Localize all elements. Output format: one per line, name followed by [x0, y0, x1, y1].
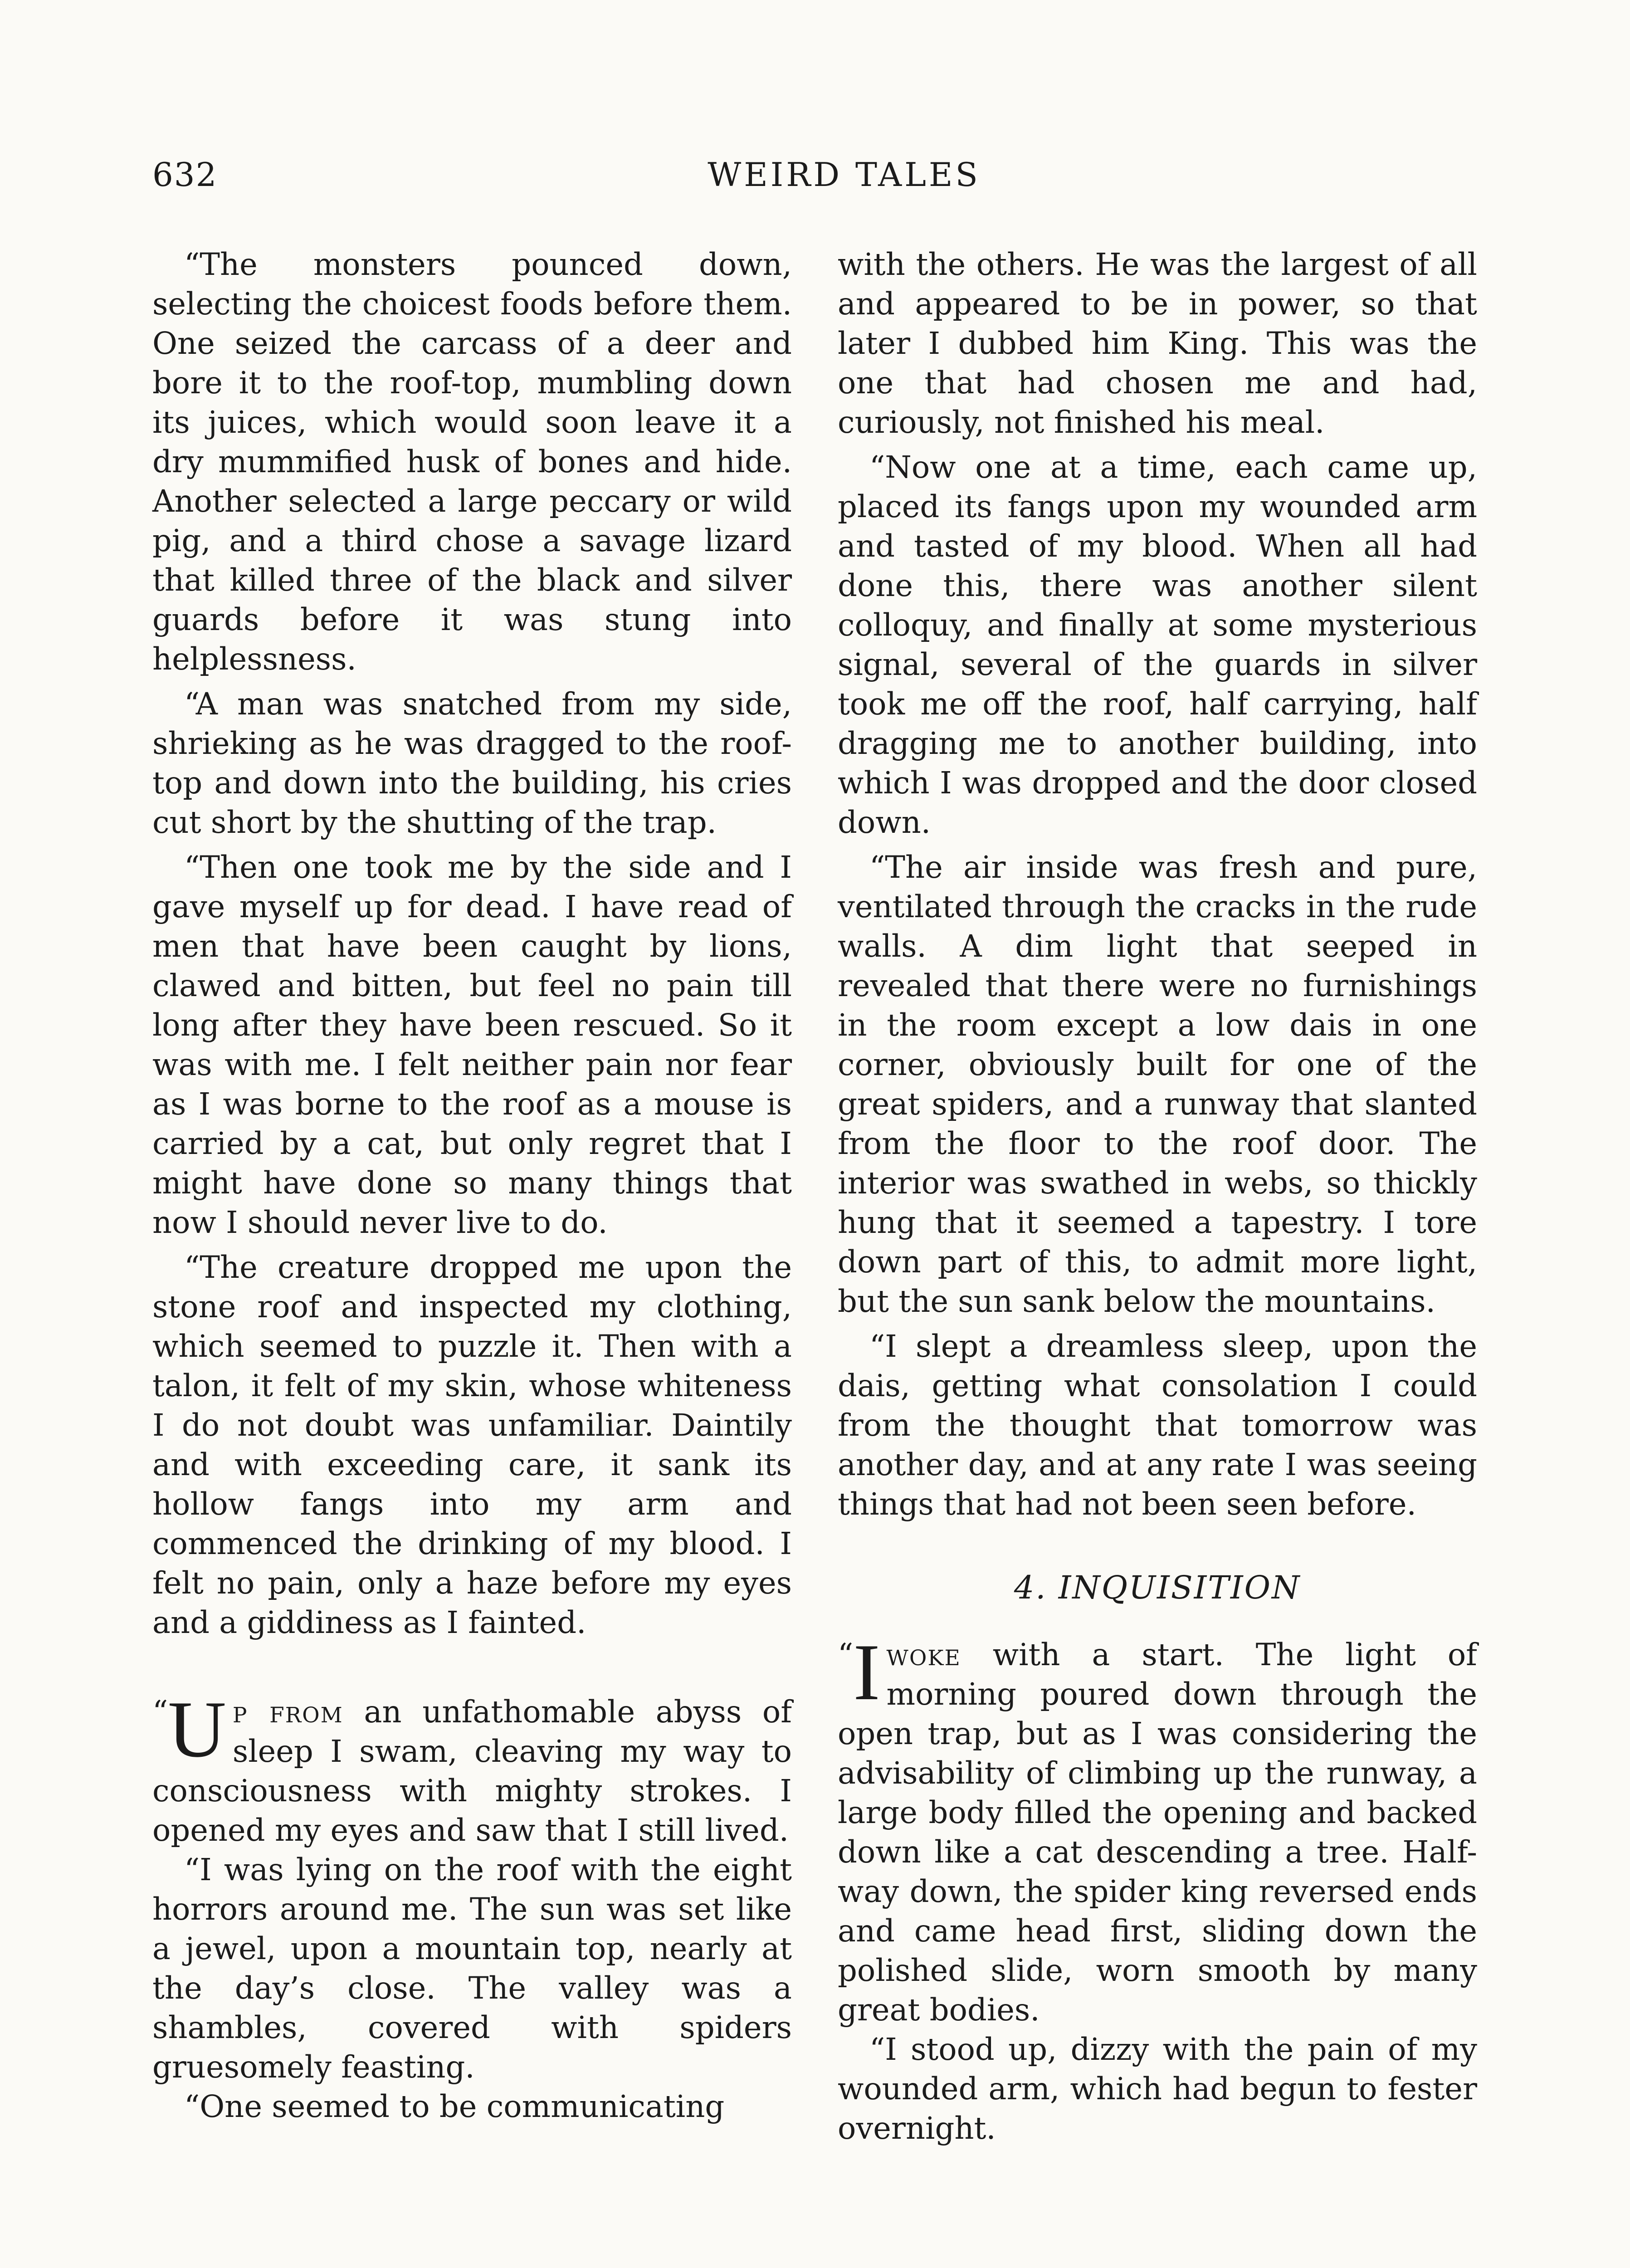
paragraph: “I stood up, dizzy with the pain of my wounded arm, which had begun to fester overnight.	[838, 2032, 1477, 2146]
drop-cap: U	[168, 1684, 226, 1774]
left-column	[152, 245, 792, 2126]
drop-cap-paragraph	[152, 1684, 792, 1850]
section-break	[152, 1642, 792, 1692]
small-caps-lead: woke	[886, 1637, 961, 1672]
page-number: 632	[152, 156, 218, 194]
paragraph: “Then one took me by the side and I gave myself up for dead. I have read of men that have been caught by lions, clawed and bitten, but feel no pain till long after they have been rescued. So it was with me. I felt neither pain nor fear as I was borne to the roof as a mouse is carried by a cat, but only regret that I might have done so many things that now I should never live to do.	[152, 850, 792, 1240]
paragraph: with the others. He was the largest of all and appeared to be in power, so that later I dubbed him King. This was the one that had chosen me and had, curiously, not finished his meal.	[838, 247, 1477, 440]
paragraph: “The creature dropped me upon the stone roof and inspected my clothing, which seemed to puzzle it. Then with a talon, it felt of my skin, whose whiteness I do not doubt was unfamiliar. Daintily and with exceeding care, it sank its hollow fangs into my arm and commenced the drinking of my blood. I felt no pain, only a haze before my eyes and a giddiness as I fainted.	[152, 1250, 792, 1640]
section-heading: 4. INQUISITION	[1014, 1569, 1301, 1606]
paragraph: “A man was snatched from my side, shrieking as he was dragged to the roof-top and down into the building, his cries cut short by the shutting of the trap.	[152, 686, 792, 840]
opening-quote: “	[152, 1694, 168, 1730]
drop-cap: I	[853, 1627, 880, 1717]
right-column	[838, 245, 1477, 2148]
running-head	[152, 150, 1481, 200]
paragraph: “The monsters pounced down, selecting the choicest foods before them. One seized the carcass of a deer and bore it to the roof-top, mumbling down its juices, which would soon leave it a dry mummified husk of bones and hide. Another selected a large peccary or wild pig, and a third chose a savage lizard that killed three of the black and silver guards before it was stung into helplessness.	[152, 247, 792, 677]
paragraph-text: an unfathomable abyss of sleep I swam, cleaving my way to consciousness with mighty strokes. I opened my eyes and saw that I still lived.	[152, 1694, 792, 1848]
paragraph: “I was lying on the roof with the eight horrors around me. The sun was set like a jewel, upon a mountain top, nearly at the day’s close. The valley was a shambles, covered with spiders gruesomely feasting.	[152, 1852, 792, 2085]
paragraph: “The air inside was fresh and pure, ventilated through the cracks in the rude walls. A dim light that seeped in revealed that there were no furnishings in the room except a low dais in one corner, obviously built for one of the great spiders, and a runway that slanted from the floor to the roof door. The interior was swathed in webs, so thickly hung that it seemed a tapestry. I tore down part of this, to admit more light, but the sun sank below the mountains.	[838, 850, 1477, 1319]
paragraph: “One seemed to be communicating	[184, 2089, 725, 2124]
paragraph: “I slept a dreamless sleep, upon the dais, getting what consolation I could from the thought that tomorrow was another day, and at any rate I was seeing things that had not been seen before.	[838, 1329, 1477, 1522]
journal-title: WEIRD TALES	[708, 156, 981, 194]
paragraph-text: with a start. The light of morning poured down through the open trap, but as I was considering the advisability of climbing up the runway, a large body filled the opening and backed down like a cat descending a tree. Half-way down, the spider king reversed ends and came head first, sliding down the polished slide, worn smooth by many great bodies.	[838, 1637, 1477, 2028]
opening-quote: “	[838, 1637, 854, 1672]
drop-cap-paragraph	[838, 1627, 1477, 2030]
small-caps-lead: p from	[232, 1694, 343, 1730]
paragraph: “Now one at a time, each came up, placed its fangs upon my wounded arm and tasted of my blood. When all had done this, there was another silent colloquy, and finally at some mysterious signal, several of the guards in silver took me off the roof, half carrying, half dragging me to another building, into which I was dropped and the door closed down.	[838, 450, 1477, 840]
